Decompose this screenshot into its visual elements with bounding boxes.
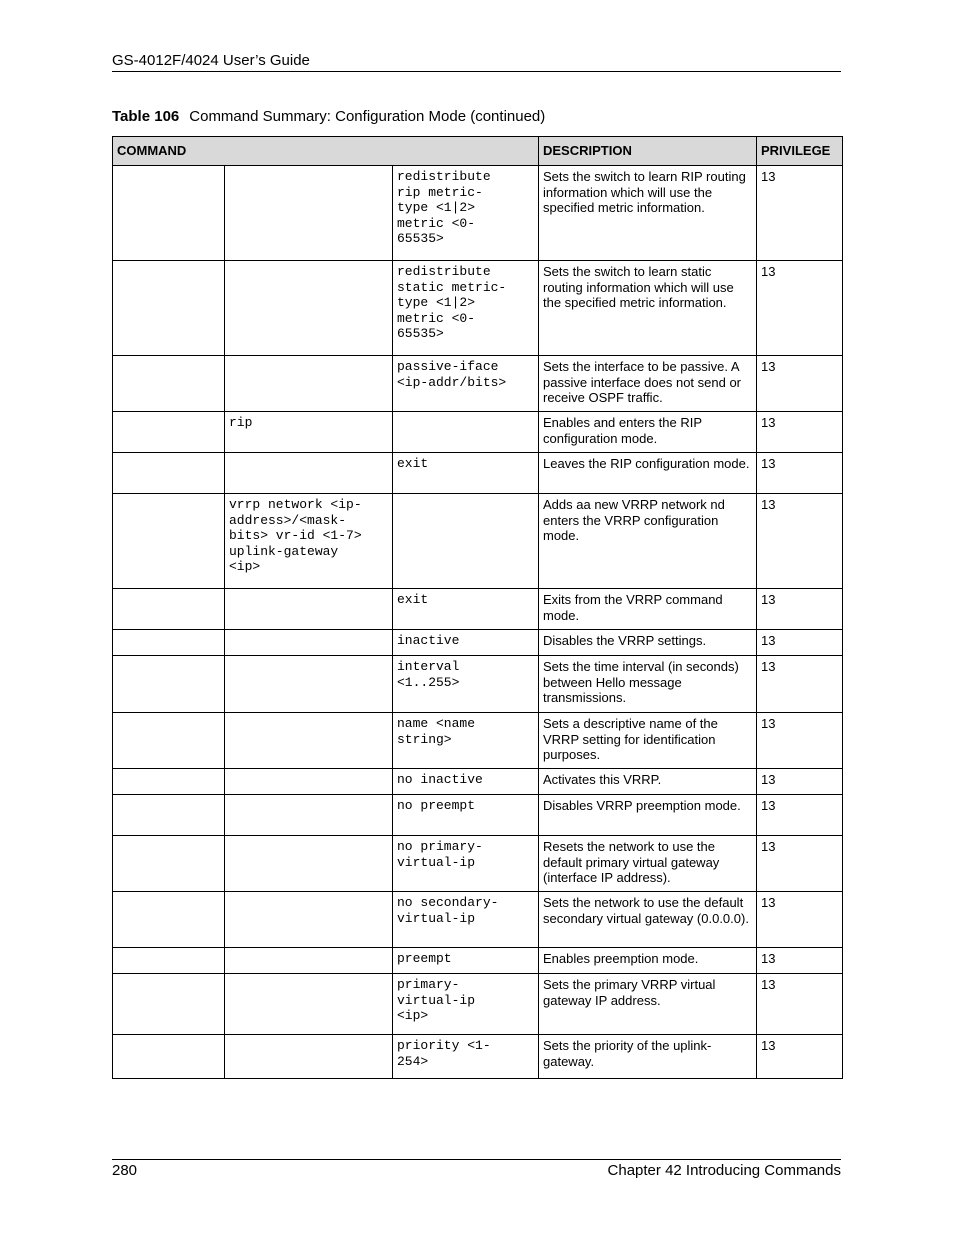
command-level3-cell: redistribute rip metric- type <1|2> metric <0- 65535> (393, 166, 539, 261)
command-level1-cell (113, 795, 225, 836)
command-level2-cell (225, 769, 393, 795)
command-level2-cell (225, 1035, 393, 1079)
table-row (113, 892, 843, 948)
privilege-cell: 13 (757, 656, 843, 713)
privilege-cell: 13 (757, 892, 843, 948)
description-cell: Disables the VRRP settings. (539, 630, 757, 656)
description-cell: Sets the time interval (in seconds) between Hello message transmissions. (539, 656, 757, 713)
privilege-cell: 13 (757, 948, 843, 974)
command-level3-cell: primary- virtual-ip <ip> (393, 974, 539, 1035)
description-cell: Sets the primary VRRP virtual gateway IP address. (539, 974, 757, 1035)
table-row (113, 974, 843, 1035)
privilege-cell: 13 (757, 769, 843, 795)
command-level1-cell (113, 948, 225, 974)
table-row (113, 630, 843, 656)
command-level3-cell: interval <1..255> (393, 656, 539, 713)
command-level2-cell (225, 589, 393, 630)
command-level1-cell (113, 453, 225, 494)
command-level3-cell: preempt (393, 948, 539, 974)
command-level2-cell: vrrp network <ip- address>/<mask- bits> vr-id <1-7> uplink-gateway <ip> (225, 494, 393, 589)
command-level1-cell (113, 261, 225, 356)
description-cell: Resets the network to use the default primary virtual gateway (interface IP address). (539, 836, 757, 892)
privilege-cell: 13 (757, 836, 843, 892)
command-level1-cell (113, 656, 225, 713)
command-level2-cell (225, 713, 393, 769)
command-level3-cell: no primary- virtual-ip (393, 836, 539, 892)
privilege-cell: 13 (757, 630, 843, 656)
command-level2-cell (225, 656, 393, 713)
page-number: 280 (112, 1162, 138, 1179)
command-level3-cell: no inactive (393, 769, 539, 795)
description-cell: Enables preemption mode. (539, 948, 757, 974)
command-level3-cell: exit (393, 453, 539, 494)
privilege-cell: 13 (757, 412, 843, 453)
command-level3-cell: name <name string> (393, 713, 539, 769)
running-header-title: GS-4012F/4024 User’s Guide (112, 52, 310, 69)
command-level3-cell: exit (393, 589, 539, 630)
command-level2-cell (225, 892, 393, 948)
table-row (113, 166, 843, 261)
description-cell: Enables and enters the RIP configuration mode. (539, 412, 757, 453)
table-row (113, 412, 843, 453)
table-row (113, 836, 843, 892)
command-level2-cell (225, 630, 393, 656)
footer-divider (112, 1159, 841, 1160)
command-level3-cell: no secondary- virtual-ip (393, 892, 539, 948)
description-cell: Sets a descriptive name of the VRRP setting for identification purposes. (539, 713, 757, 769)
command-level2-cell: rip (225, 412, 393, 453)
command-level1-cell (113, 494, 225, 589)
table-row (113, 589, 843, 630)
column-header-command: COMMAND (113, 137, 539, 166)
column-header-privilege: PRIVILEGE (757, 137, 843, 166)
command-level2-cell (225, 836, 393, 892)
table-row (113, 494, 843, 589)
description-cell: Activates this VRRP. (539, 769, 757, 795)
privilege-cell: 13 (757, 453, 843, 494)
command-level2-cell (225, 948, 393, 974)
chapter-title: Chapter 42 Introducing Commands (607, 1162, 841, 1179)
privilege-cell: 13 (757, 974, 843, 1035)
command-level1-cell (113, 769, 225, 795)
description-cell: Leaves the RIP configuration mode. (539, 453, 757, 494)
command-level3-cell: no preempt (393, 795, 539, 836)
table-row (113, 656, 843, 713)
description-cell: Exits from the VRRP command mode. (539, 589, 757, 630)
table-caption (112, 108, 545, 125)
privilege-cell: 13 (757, 166, 843, 261)
description-cell: Sets the switch to learn static routing information which will use the specified metric information. (539, 261, 757, 356)
privilege-cell: 13 (757, 589, 843, 630)
privilege-cell: 13 (757, 713, 843, 769)
command-level3-cell: redistribute static metric- type <1|2> metric <0- 65535> (393, 261, 539, 356)
description-cell: Sets the interface to be passive. A passive interface does not send or receive OSPF traffic. (539, 356, 757, 412)
command-level3-cell (393, 494, 539, 589)
table-row (113, 795, 843, 836)
command-level2-cell (225, 795, 393, 836)
command-level1-cell (113, 713, 225, 769)
table-row (113, 948, 843, 974)
column-header-description: DESCRIPTION (539, 137, 757, 166)
command-level3-cell: passive-iface <ip-addr/bits> (393, 356, 539, 412)
privilege-cell: 13 (757, 494, 843, 589)
description-cell: Sets the switch to learn RIP routing information which will use the specified metric information. (539, 166, 757, 261)
privilege-cell: 13 (757, 1035, 843, 1079)
table-caption-label: Table 106 (112, 108, 180, 125)
privilege-cell: 13 (757, 795, 843, 836)
command-level1-cell (113, 836, 225, 892)
command-level1-cell (113, 974, 225, 1035)
command-level3-cell: inactive (393, 630, 539, 656)
table-row (113, 1035, 843, 1079)
table-row (113, 713, 843, 769)
command-level1-cell (113, 1035, 225, 1079)
header-divider (112, 71, 841, 72)
table-row (113, 769, 843, 795)
table-row (113, 453, 843, 494)
command-level3-cell (393, 412, 539, 453)
command-level2-cell (225, 261, 393, 356)
command-level3-cell: priority <1- 254> (393, 1035, 539, 1079)
table-row (113, 356, 843, 412)
privilege-cell: 13 (757, 356, 843, 412)
table-row (113, 261, 843, 356)
command-level2-cell (225, 356, 393, 412)
command-level1-cell (113, 356, 225, 412)
command-level2-cell (225, 974, 393, 1035)
command-level1-cell (113, 166, 225, 261)
description-cell: Disables VRRP preemption mode. (539, 795, 757, 836)
description-cell: Sets the network to use the default secondary virtual gateway (0.0.0.0). (539, 892, 757, 948)
command-level1-cell (113, 892, 225, 948)
description-cell: Adds aa new VRRP network nd enters the VRRP configuration mode. (539, 494, 757, 589)
command-level2-cell (225, 453, 393, 494)
table-header-row (113, 137, 843, 166)
command-summary-table (112, 136, 843, 1079)
command-level1-cell (113, 630, 225, 656)
table-body (113, 166, 843, 1079)
command-level1-cell (113, 412, 225, 453)
description-cell: Sets the priority of the uplink-gateway. (539, 1035, 757, 1079)
privilege-cell: 13 (757, 261, 843, 356)
command-level2-cell (225, 166, 393, 261)
table-caption-text: Command Summary: Configuration Mode (continued) (189, 108, 546, 125)
command-level1-cell (113, 589, 225, 630)
